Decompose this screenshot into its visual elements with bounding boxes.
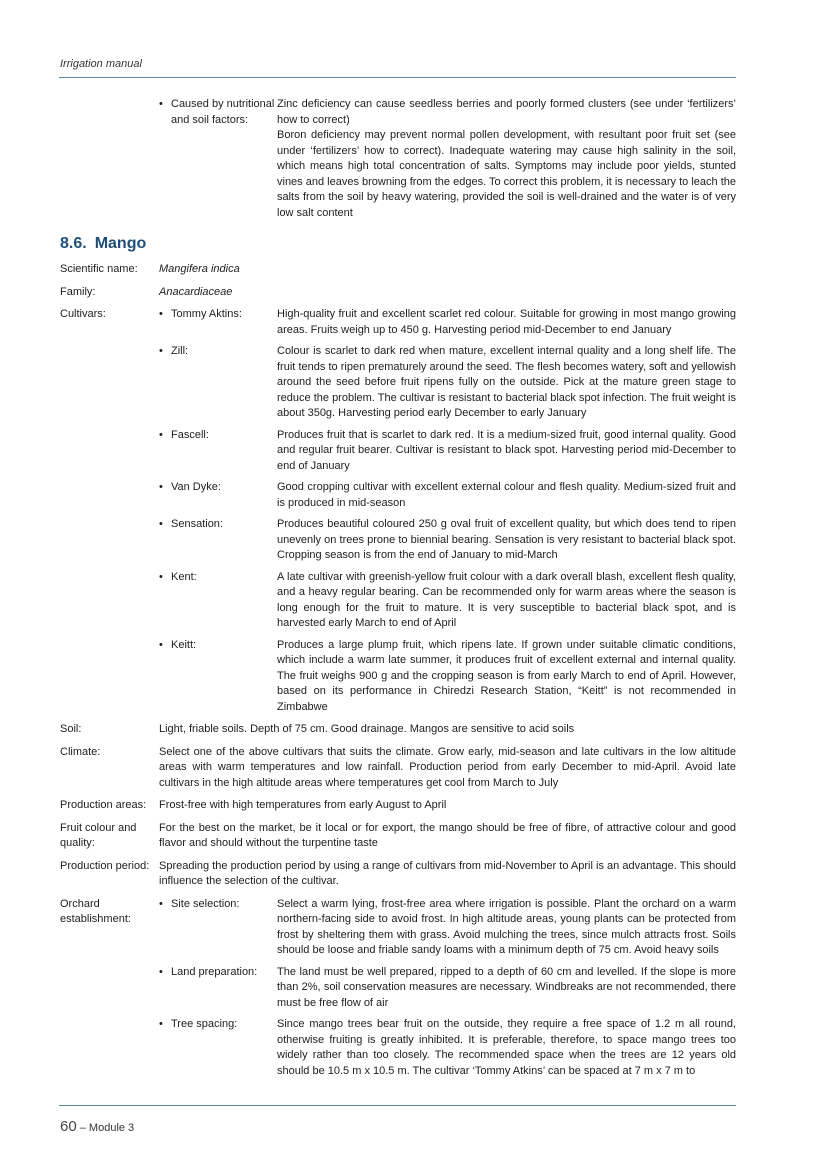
cultivar-item [159, 307, 736, 338]
module-label: Module 3 [88, 1122, 135, 1134]
bullet: • [159, 481, 163, 493]
section-number: 8.6. [60, 235, 87, 252]
cultivar-description: Produces fruit that is scarlet to dark red. It is a medium-sized fruit, good internal quality. Good and regular fruit bearer. Cultivar is resistant to black spot. Harvesting period mid-December to end of January [277, 428, 736, 472]
cultivar-name: Sensation: [171, 518, 223, 530]
header-rule [59, 77, 736, 78]
cultivar-name: Keitt: [171, 638, 197, 651]
production-areas-row [60, 798, 736, 814]
cultivar-description: Good cropping cultivar with excellent external colour and flesh quality. Medium-sized fruit and is produced in mid-season [277, 481, 736, 509]
bullet: • [159, 98, 163, 110]
production-period-row [60, 859, 736, 890]
orchard-item [159, 965, 736, 1012]
bullet: • [159, 345, 163, 357]
page-number: 60 [60, 1118, 77, 1135]
bullet: • [159, 518, 163, 530]
cultivar-description: Colour is scarlet to dark red when mature, excellent internal quality and a long shelf life. The fruit tends to ripen prematurely around the seed. The flesh becomes watery, soft and yellowish around the seed before fruit ripens fully on the outside. Pick at the mature green stage to reduce the problem. The cultivar is resistant to bacterial black spot infection. The fruit weight is about 350g. Harvesting period early December to early January [277, 345, 736, 419]
field-label: Family: [60, 285, 96, 298]
bullet: • [159, 965, 163, 978]
cultivar-item [159, 638, 736, 716]
field-label: Fruit colour and quality: [60, 821, 137, 849]
orchard-item-description: Since mango trees bear fruit on the outside, they require a free space of 1.2 m all round, otherwise fruiting is greatly inhibited. It is preferable, therefore, to space mango trees too widely rather than too closely. The recommended space when the trees are 12 years old should be 10.5 m x 10.5 m. The cultivar ‘Tommy Atkins’ can be spaced at 7 m x 7 m to [277, 1018, 736, 1077]
bullet: • [159, 1018, 163, 1030]
section-heading [60, 234, 736, 254]
running-header: Irrigation manual [60, 58, 142, 70]
cultivar-name: Zill: [171, 345, 189, 357]
cultivar-description: A late cultivar with greenish-yellow fruit colour with a dark overall blash, excellent flesh quality, and a heavy regular bearing. Can be recommended only for warm areas where the season is long enough for the fruit to mature. It is very susceptible to bacterial black spot, and is harvested early March to end of April [277, 570, 736, 629]
cultivar-item [159, 428, 736, 475]
section-title: Mango [94, 235, 147, 252]
orchard-item-description: Select a warm lying, frost-free area where irrigation is possible. Plant the orchard on a warm northern-facing side to avoid frost. In high altitude areas, young plants can be protected from frost by sheltering them with grass. Avoid mulching the trees, since mulch attracts frost. Soils should be loose and friable sandy loams with a minimum depth of 75 cm. Avoid heavy soils [277, 897, 736, 956]
cultivar-item [159, 480, 736, 511]
orchard-item-name: Tree spacing: [171, 1018, 238, 1030]
orchard-list [159, 897, 736, 1080]
field-text: Light, friable soils. Depth of 75 cm. Good drainage. Mangos are sensitive to acid soils [159, 723, 575, 735]
cultivar-name: Tommy Aktins: [171, 308, 242, 320]
sub-description [277, 97, 736, 221]
bullet: • [159, 638, 163, 651]
orchard-item-name: Site selection: [171, 897, 240, 910]
field-value: Mangifera indica [159, 263, 240, 275]
field-text: Spreading the production period by using a range of cultivars from mid-November to April is an advantage. This should influence the selection of the cultivar. [159, 859, 736, 887]
orchard-item [159, 1017, 736, 1079]
cultivar-description: Produces beautiful coloured 250 g oval fruit of excellent quality, but which does tend to ripen unevenly on trees prone to biennial bearing. Sensation is very resistant to bacterial black spot. Cropping season is from the end of January to mid-March [277, 518, 736, 561]
bullet: • [159, 570, 163, 583]
field-label: Production period: [60, 859, 150, 872]
page-footer [60, 1118, 134, 1135]
cultivar-name: Fascell: [171, 428, 209, 441]
cultivars-row [60, 307, 736, 715]
field-label: Production areas: [60, 799, 147, 811]
bullet: • [159, 897, 163, 910]
field-label: Scientific name: [60, 263, 138, 275]
field-text: Frost-free with high temperatures from early August to April [159, 799, 447, 811]
cultivar-list [159, 307, 736, 715]
bullet: • [159, 308, 163, 320]
cultivar-description: Produces a large plump fruit, which ripens late. If grown under suitable climatic conditions, which include a warm late summer, it produces fruit of excellent external and internal quality. The fruit weighs 900 g and the cropping season is from early March to end of April. However, based on its performance in Chiredzi Research Station, “Keitt” is not recommended in Zimbabwe [277, 638, 736, 713]
cultivar-name: Kent: [171, 570, 197, 583]
field-label: Soil: [60, 723, 82, 735]
field-label: Cultivars: [60, 308, 106, 320]
fruit-colour-row [60, 821, 736, 852]
field-label: Orchard establishment: [60, 897, 131, 925]
cultivar-item [159, 344, 736, 422]
orchard-item [159, 897, 736, 959]
cultivar-item [159, 517, 736, 564]
footer-dash: – [76, 1122, 89, 1134]
climate-row [60, 745, 736, 792]
soil-row [60, 722, 736, 738]
scientific-name-row [60, 262, 736, 278]
cultivar-name: Van Dyke: [171, 481, 221, 493]
paragraph: Boron deficiency may prevent normal pollen development, with resultant poor fruit set (see under ‘fertilizers’ how to correct). Inadequate watering may cause high salinity in the soil, which means high total concentration of salts. Symptoms may include poor yields, stunted vines and leaves browning from the edges. To correct this problem, it is necessary to leach the salts from the soil by heavy watering, provided the soil is well-drained and the water is of very low salt content [277, 129, 736, 219]
cultivar-item [159, 570, 736, 632]
field-text: For the best on the market, be it local or for export, the mango should be free of fibre, of attractive colour and good flavor and should without the turpentine taste [159, 821, 736, 849]
bullet: • [159, 428, 163, 441]
field-text: Select one of the above cultivars that suits the climate. Grow early, mid-season and late cultivars in the low altitude areas with warm temperatures and low rainfall. Production period from early December to mid-April. Avoid late cultivars in the high altitude areas where temperatures get cool from March to July [159, 745, 736, 789]
orchard-item-description: The land must be well prepared, ripped to a depth of 60 cm and levelled. If the slope is more than 2%, soil conservation measures are necessary. Windbreaks are not recommended, there must be free flow of air [277, 965, 736, 1009]
grapes-disorder-row [60, 97, 736, 221]
orchard-row [60, 897, 736, 1080]
page-body [60, 97, 736, 1079]
cultivar-description: High-quality fruit and excellent scarlet red colour. Suitable for growing in most mango growing areas. Fruits weigh up to 450 g. Harvesting period mid-December to end January [277, 308, 736, 336]
orchard-item-name: Land preparation: [171, 965, 258, 978]
family-row [60, 285, 736, 301]
paragraph: Zinc deficiency can cause seedless berries and poorly formed clusters (see under ‘fertilizers’ how to correct) [277, 98, 736, 126]
field-value: Anacardiaceae [159, 285, 233, 298]
sub-label: Caused by nutritional and soil factors: [171, 98, 275, 126]
footer-rule [59, 1105, 736, 1106]
field-label: Climate: [60, 745, 101, 758]
